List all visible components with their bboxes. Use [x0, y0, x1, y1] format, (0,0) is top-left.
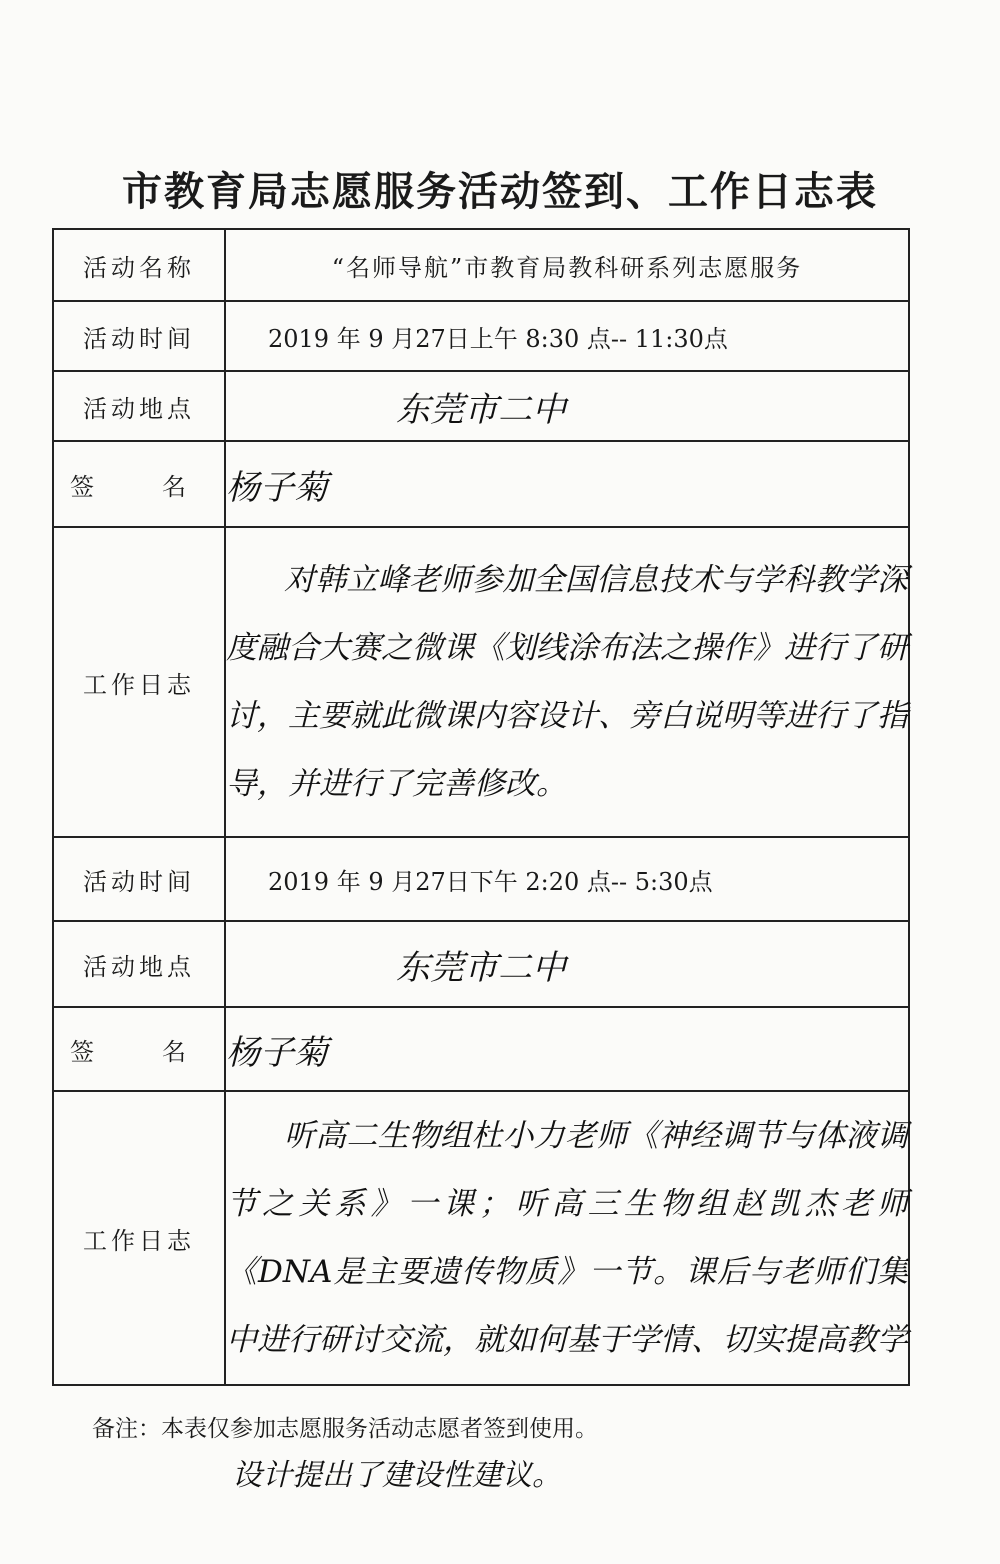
session2-time-value: 2019 年 9 月27日下午 2:20 点-- 5:30点	[225, 837, 909, 921]
footnote: 备注：本表仅参加志愿服务活动志愿者签到使用。	[92, 1416, 598, 1442]
session1-time-value: 2019 年 9 月27日上午 8:30 点-- 11:30点	[225, 301, 909, 371]
label-session2-time: 活动时间	[53, 837, 225, 921]
label-session1-time: 活动时间	[53, 301, 225, 371]
session2-place-value: 东莞市二中	[225, 921, 909, 1007]
row-session2-place	[53, 921, 909, 1007]
row-session2-signature	[53, 1007, 909, 1091]
label-session2-log: 工作日志	[53, 1091, 225, 1385]
log-continuation-text: 设计提出了建设性建议。	[232, 1458, 562, 1493]
session1-place-value: 东莞市二中	[225, 371, 909, 441]
label-session2-signature: 签 名	[53, 1007, 225, 1091]
session1-log-text: 对韩立峰老师参加全国信息技术与学科教学深度融合大赛之微课《划线涂布法之操作》进行了研讨，主要就此微课内容设计、旁白说明等进行了指导，并进行了完善修改。	[225, 527, 909, 837]
page-title: 市教育局志愿服务活动签到、工作日志表	[122, 168, 878, 215]
row-session1-log	[53, 527, 909, 837]
label-session2-place: 活动地点	[53, 921, 225, 1007]
label-session1-log: 工作日志	[53, 527, 225, 837]
row-activity-name	[53, 229, 909, 301]
row-session2-log	[53, 1091, 909, 1385]
row-session1-place	[53, 371, 909, 441]
label-activity-name: 活动名称	[53, 229, 225, 301]
label-session1-place: 活动地点	[53, 371, 225, 441]
session2-signature-value: 杨子菊	[225, 1007, 909, 1091]
row-session1-time	[53, 301, 909, 371]
session1-signature-value: 杨子菊	[225, 441, 909, 527]
session2-log-text: 听高二生物组杜小力老师《神经调节与体液调节之关系》一课；听高三生物组赵凯杰老师《DNA是主要遗传物质》一节。课后与老师们集中进行研讨交流，就如何基于学情、切实提高教学	[225, 1091, 909, 1385]
label-session1-signature: 签 名	[53, 441, 225, 527]
row-session1-signature	[53, 441, 909, 527]
signin-log-table	[52, 228, 910, 1386]
row-session2-time	[53, 837, 909, 921]
activity-name-value: “名师导航”市教育局教科研系列志愿服务	[225, 229, 909, 301]
